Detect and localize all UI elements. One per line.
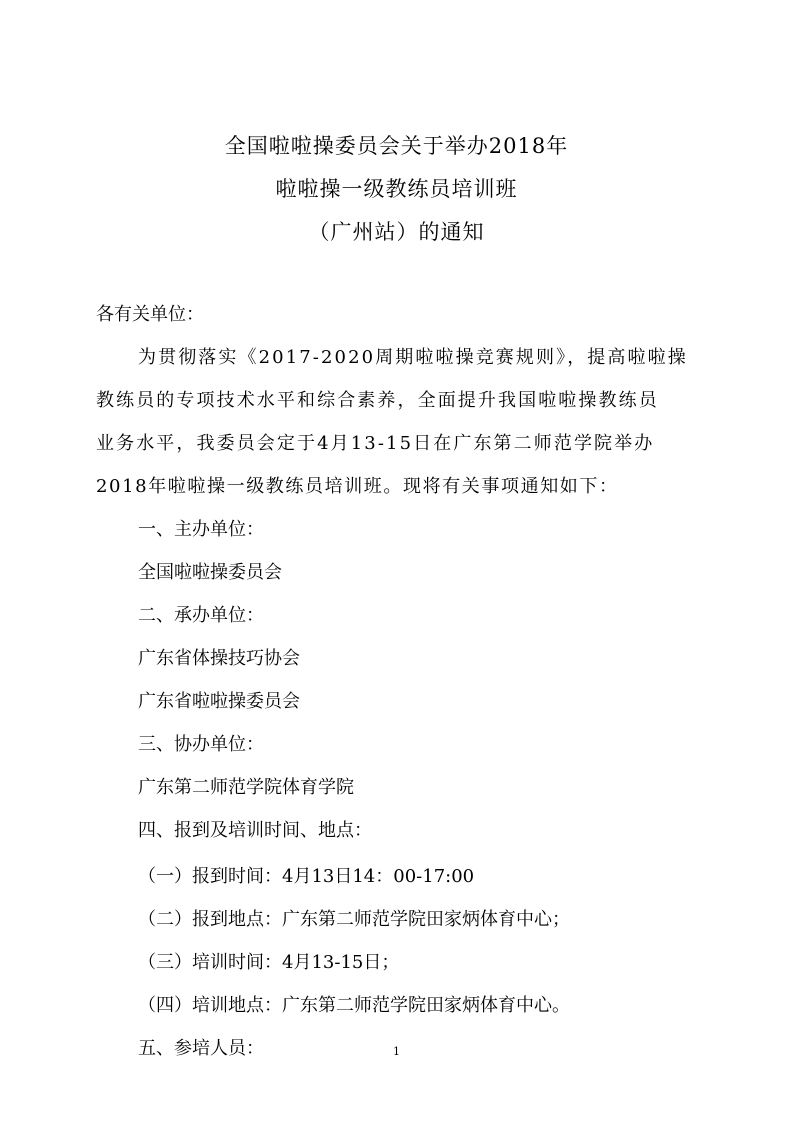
section-2-heading: 二、承办单位： — [138, 605, 264, 626]
organizer: 全国啦啦操委员会 — [138, 562, 282, 583]
host-unit-2: 广东省啦啦操委员会 — [138, 691, 300, 712]
section-3-heading: 三、协办单位： — [138, 734, 264, 755]
section-5-heading: 五、参培人员： — [138, 1038, 264, 1059]
host-unit-1: 广东省体操技巧协会 — [138, 648, 300, 669]
section-1-heading: 一、主办单位： — [138, 519, 264, 540]
title-line-1: 全国啦啦操委员会关于举办2018年 — [224, 134, 569, 158]
intro-line-1: 为贯彻落实《2017-2020周期啦啦操竞赛规则》，提高啦啦操 — [138, 347, 688, 368]
registration-time: （一）报到时间：4月13日14：00-17:00 — [138, 866, 475, 887]
title-line-2: 啦啦操一级教练员培训班 — [275, 177, 518, 201]
salutation: 各有关单位： — [96, 304, 204, 325]
intro-line-3: 业务水平，我委员会定于4月13-15日在广东第二师范学院举办 — [96, 433, 655, 454]
intro-line-2: 教练员的专项技术水平和综合素养，全面提升我国啦啦操教练员 — [96, 390, 659, 411]
title-line-3: （广州站）的通知 — [308, 220, 485, 244]
intro-line-4: 2018年啦啦操一级教练员培训班。现将有关事项通知如下： — [96, 476, 619, 497]
registration-place: （二）报到地点：广东第二师范学院田家炳体育中心； — [138, 909, 570, 930]
training-place: （四）培训地点：广东第二师范学院田家炳体育中心。 — [138, 995, 570, 1016]
page-number: 1 — [393, 1045, 400, 1058]
section-4-heading: 四、报到及培训时间、地点： — [138, 820, 372, 841]
training-time: （三）培训时间：4月13-15日； — [138, 952, 400, 973]
co-host-unit: 广东第二师范学院体育学院 — [138, 777, 354, 798]
